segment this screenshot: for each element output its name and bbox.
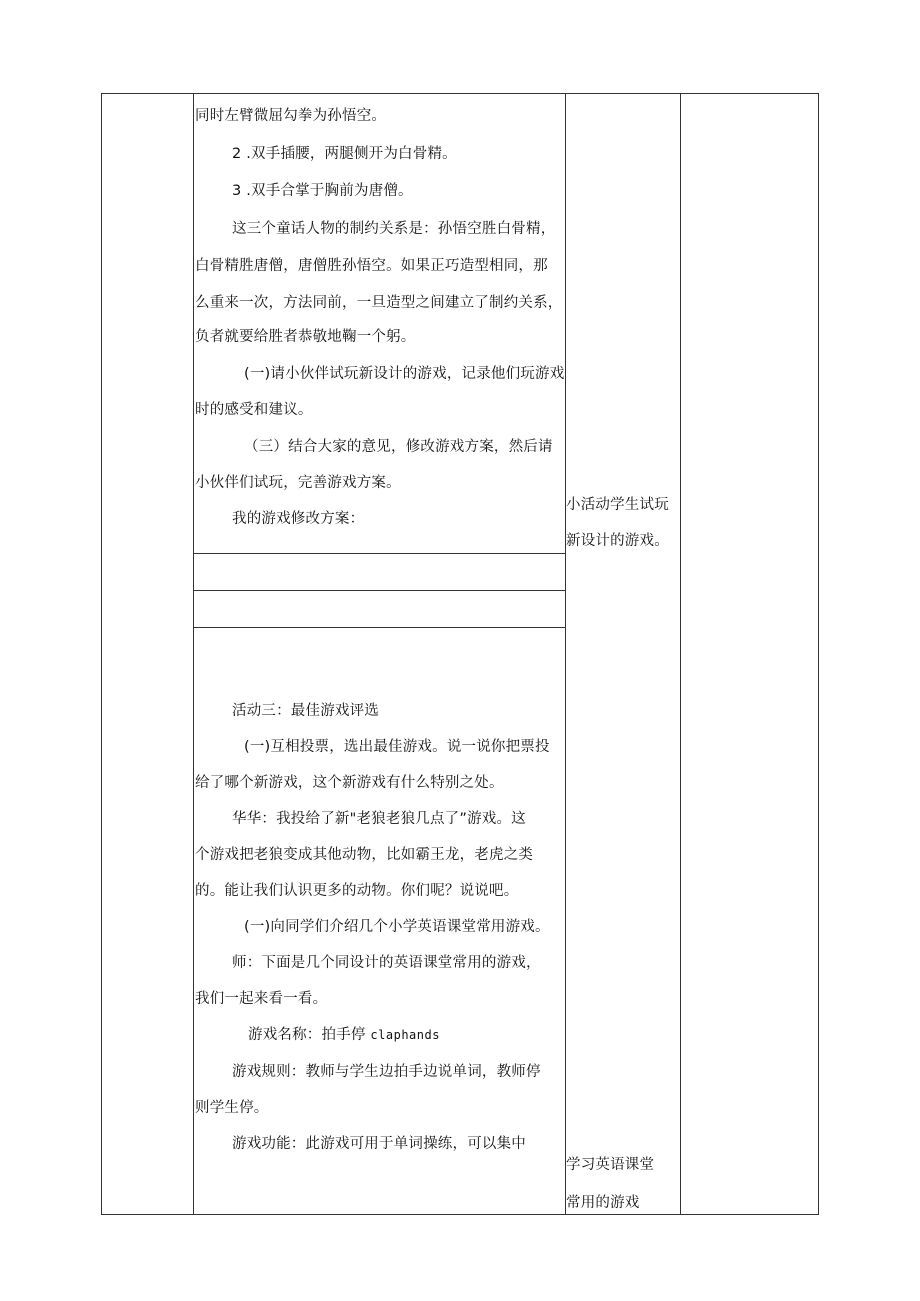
- activity-note: 常用的游戏: [566, 1195, 640, 1211]
- lesson-line: 么重来一次，方法同前，一旦造型之间建立了制约关系，: [195, 295, 563, 311]
- plan-blank-line-1: [193, 553, 565, 554]
- plan-label: 我的游戏修改方案：: [232, 511, 365, 527]
- lesson-line: 我们一起来看一看。: [195, 991, 328, 1007]
- column-divider-2: [565, 93, 566, 1215]
- lesson-line: 3 .双手合掌于胸前为唐僧。: [232, 183, 413, 199]
- lesson-line: 华华：我投给了新"老狼老狼几点了”游戏。这: [232, 811, 526, 827]
- lesson-line: 这三个童话人物的制约关系是：孙悟空胜白骨精，: [232, 221, 556, 237]
- lesson-line: 游戏功能：此游戏可用于单词操练，可以集中: [232, 1136, 526, 1152]
- activity-note: 小活动学生试玩: [566, 497, 669, 513]
- lesson-line: 游戏规则：教师与学生边拍手边说单词，教师停: [232, 1064, 541, 1080]
- lesson-line: 的。能让我们认识更多的动物。你们呢？说说吧。: [195, 883, 519, 899]
- lesson-line: (一)互相投票，选出最佳游戏。说一说你把票投: [244, 739, 550, 755]
- activity-three-title: 活动三：最佳游戏评选: [232, 703, 379, 719]
- lesson-line: 2 .双手插腰，两腿侧开为白骨精。: [232, 146, 457, 162]
- game-name-english: claphands: [370, 1028, 440, 1042]
- lesson-line: 时的感受和建议。: [195, 402, 313, 418]
- lesson-line: 个游戏把老狼变成其他动物，比如霸王龙，老虎之类: [195, 847, 534, 863]
- lesson-line: 同时左臂微屈勾拳为孙悟空。: [195, 108, 387, 124]
- activity-note: 学习英语课堂: [566, 1157, 655, 1173]
- lesson-line: (一)请小伙伴试玩新设计的游戏，记录他们玩游戏: [244, 366, 565, 382]
- lesson-line: （三）结合大家的意见，修改游戏方案，然后请: [244, 439, 553, 455]
- lesson-line: 师：下面是几个同设计的英语课堂常用的游戏，: [232, 955, 541, 971]
- game-name-label: 游戏名称：拍手停: [248, 1027, 366, 1043]
- lesson-line: 则学生停。: [195, 1100, 269, 1116]
- lesson-line: (一)向同学们介绍几个小学英语课堂常用游戏。: [244, 919, 550, 935]
- plan-blank-line-2: [193, 590, 565, 591]
- lesson-line: 白骨精胜唐僧，唐僧胜孙悟空。如果正巧造型相同，那: [195, 258, 548, 274]
- column-divider-3: [680, 93, 681, 1215]
- lesson-line: 给了哪个新游戏，这个新游戏有什么特别之处。: [195, 775, 504, 791]
- activity-note: 新设计的游戏。: [566, 533, 669, 549]
- lesson-line: 小伙伴们试玩，完善游戏方案。: [195, 475, 401, 491]
- column-divider-1: [193, 93, 194, 1215]
- plan-blank-line-3: [193, 627, 565, 628]
- game-name-line: [248, 1025, 440, 1045]
- lesson-line: 负者就要给胜者恭敬地鞠一个躬。: [195, 329, 416, 345]
